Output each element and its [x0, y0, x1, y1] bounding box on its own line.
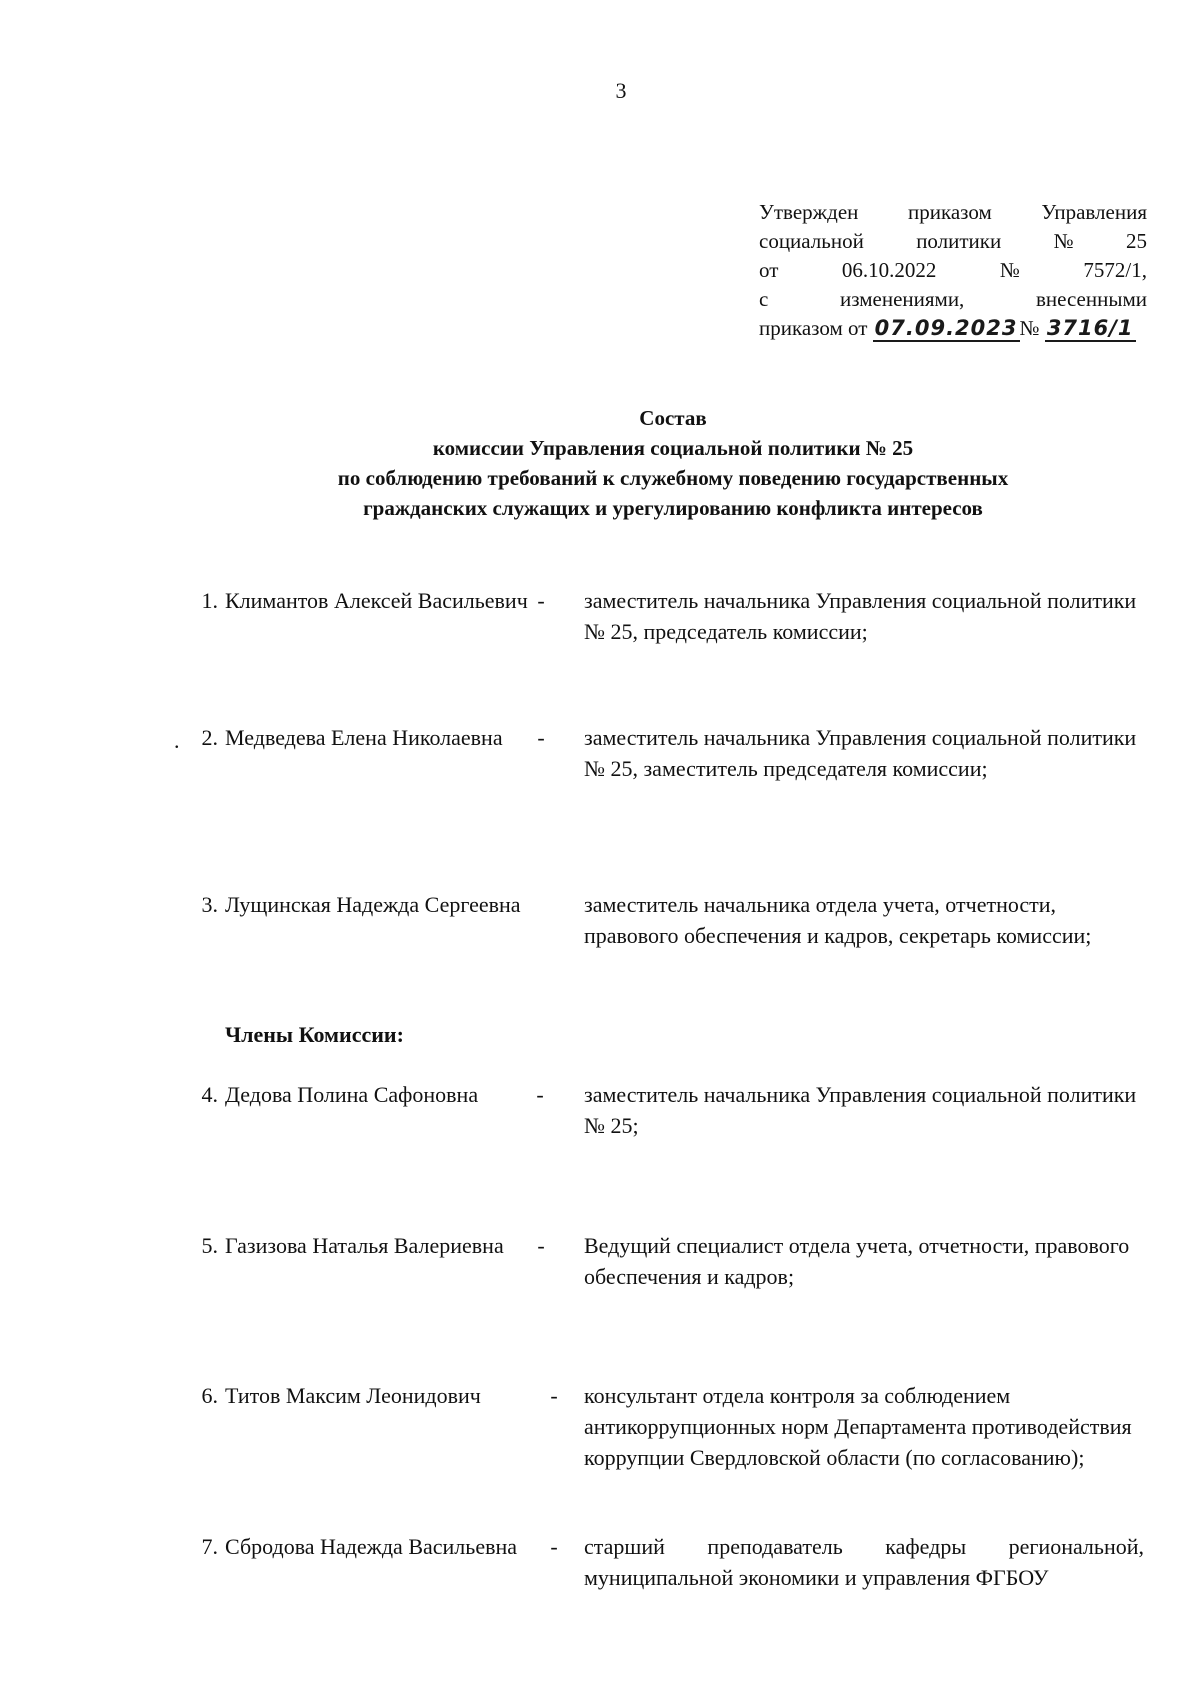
- approval-word: приказом от: [759, 316, 868, 340]
- title-line: комиссии Управления социальной политики № 25: [432, 436, 914, 460]
- member-number: 7.: [201, 1534, 218, 1559]
- approval-word: изменениями,: [839, 287, 965, 311]
- member-role: заместитель начальника отдела учета, отчетности, правового обеспечения и кадров, секретарь комиссии;: [584, 892, 1092, 948]
- member-dash: -: [537, 1233, 545, 1258]
- member-dash: -: [550, 1383, 558, 1408]
- stray-mark: .: [174, 728, 180, 753]
- approval-word: Утвержден: [759, 200, 859, 224]
- member-name: Титов Максим Леонидович: [225, 1383, 481, 1408]
- member-role: заместитель начальника Управления социальной политики № 25;: [584, 1082, 1137, 1138]
- approval-stamp-block: [759, 198, 1147, 343]
- member-role: заместитель начальника Управления социальной политики № 25, председатель комиссии;: [584, 588, 1137, 644]
- approval-line-1: [759, 198, 1147, 227]
- member-number: 2.: [201, 725, 218, 750]
- members-section-heading: Члены Комиссии:: [225, 1022, 404, 1047]
- title-line: по соблюдению требований к служебному поведению государственных: [337, 466, 1009, 490]
- member-name: Медведева Елена Николаевна: [225, 725, 503, 750]
- member-number: 5.: [201, 1233, 218, 1258]
- member-name: Сбродова Надежда Васильевна: [225, 1534, 518, 1559]
- title-line: Состав: [639, 406, 707, 430]
- member-dash: -: [536, 1082, 544, 1107]
- approval-word: политики: [916, 229, 1002, 253]
- member-name: Лущинская Надежда Сергеевна: [225, 892, 521, 917]
- member-role: Ведущий специалист отдела учета, отчетности, правового обеспечения и кадров;: [584, 1233, 1130, 1289]
- approval-line-5: [759, 314, 1147, 343]
- member-number: 4.: [201, 1082, 218, 1107]
- approval-word: №: [1053, 229, 1074, 253]
- member-name: Климантов Алексей Васильевич: [225, 588, 528, 613]
- title-line: гражданских служащих и урегулированию конфликта интересов: [363, 496, 983, 520]
- approval-word: №: [1019, 316, 1040, 340]
- approval-line-3: [759, 256, 1147, 285]
- approval-word: внесенными: [1035, 287, 1147, 311]
- approval-word: Управления: [1041, 200, 1147, 224]
- member-name: Газизова Наталья Валериевна: [225, 1233, 504, 1258]
- member-name: Дедова Полина Сафоновна: [225, 1082, 479, 1107]
- approval-word: от: [759, 258, 779, 282]
- approval-date: 06.10.2022: [841, 258, 937, 282]
- approval-word: социальной: [759, 229, 864, 253]
- approval-line-2: [759, 227, 1147, 256]
- approval-word: приказом: [908, 200, 992, 224]
- handwritten-order-number: 3716/1: [1046, 316, 1134, 340]
- approval-line-4: [759, 285, 1147, 314]
- member-number: 1.: [201, 588, 218, 613]
- member-dash: -: [537, 725, 545, 750]
- member-number: 6.: [201, 1383, 218, 1408]
- member-number: 3.: [201, 892, 218, 917]
- approval-word: 25: [1125, 229, 1147, 253]
- approval-word: с: [759, 287, 769, 311]
- document-title: [0, 403, 1200, 523]
- member-dash: -: [550, 1534, 558, 1559]
- approval-order-number: 7572/1,: [1083, 258, 1147, 282]
- handwritten-date: 07.09.2023: [874, 316, 1018, 340]
- member-role: старший преподаватель кафедры региональной, муниципальной экономики и управления ФГБОУ: [584, 1534, 1144, 1590]
- member-role: заместитель начальника Управления социальной политики № 25, заместитель председателя комиссии;: [584, 725, 1137, 781]
- member-dash: -: [537, 588, 545, 613]
- approval-word: №: [999, 258, 1020, 282]
- page-number: 3: [615, 78, 627, 103]
- member-role: консультант отдела контроля за соблюдением антикоррупционных норм Департамента противодействия коррупции Свердловской области (по согласованию);: [584, 1383, 1132, 1470]
